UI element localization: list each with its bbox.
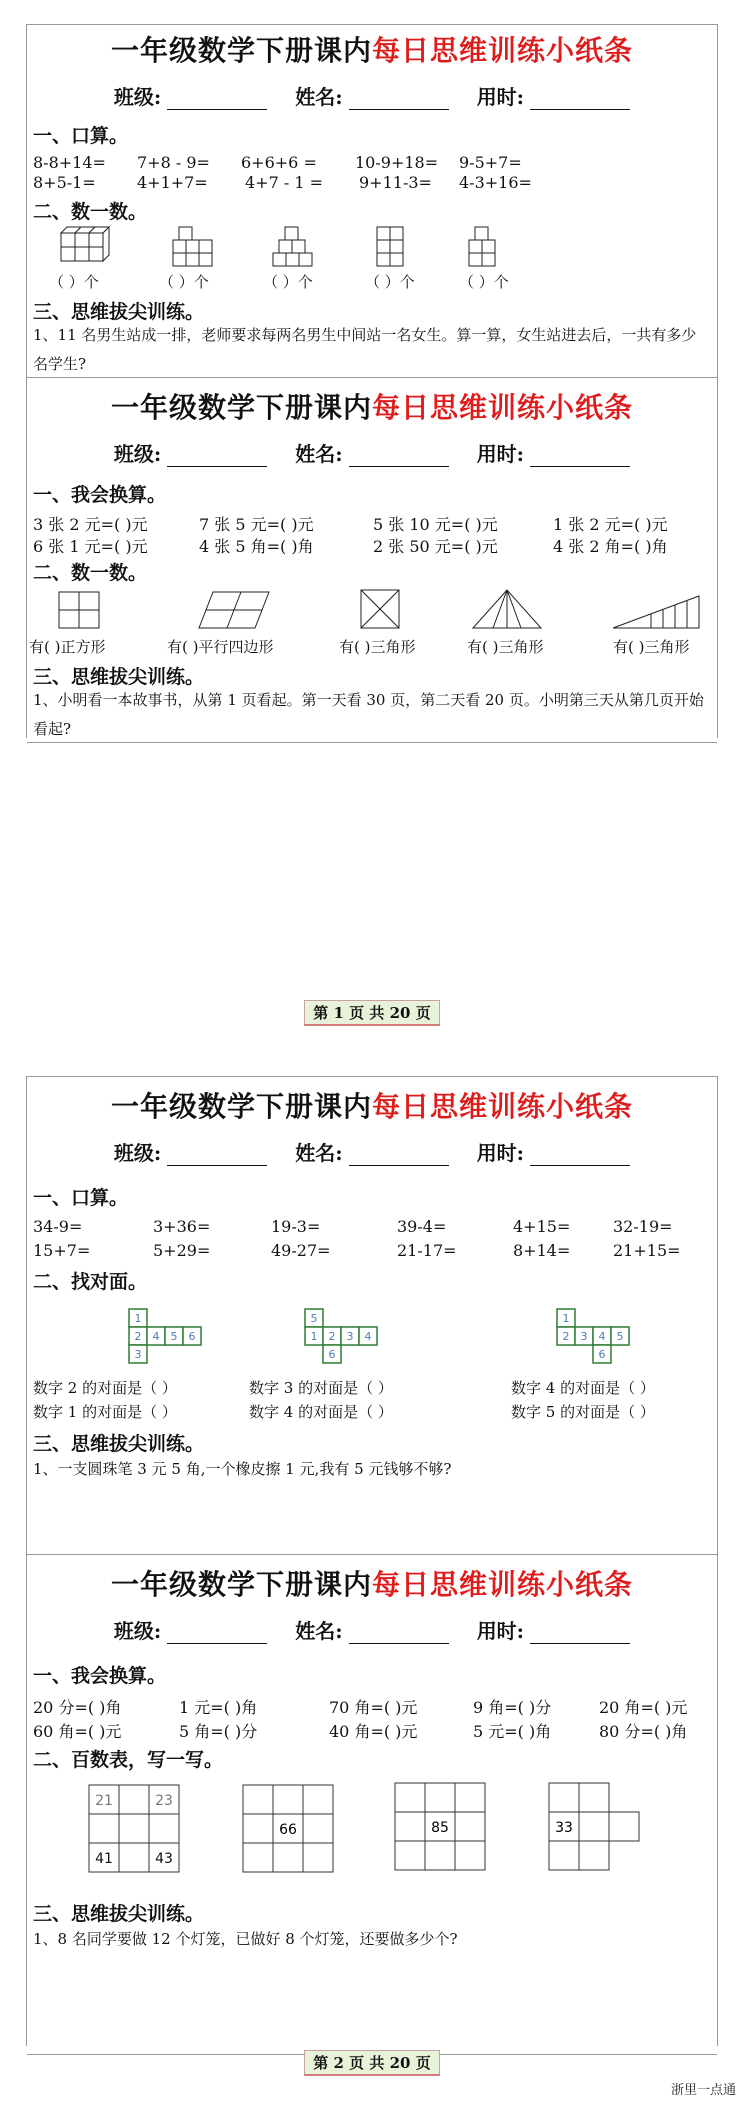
student-info (27, 1133, 717, 1169)
name-field[interactable]: 姓名: (295, 81, 448, 110)
section-heading: 二、找对面。 (33, 1271, 148, 1293)
name-field[interactable]: 姓名: (295, 1137, 448, 1166)
svg-text:85: 85 (431, 1820, 449, 1836)
section-heading: 三、思维拔尖训练。 (33, 1433, 205, 1455)
time-field[interactable]: 用时: (477, 1615, 630, 1644)
svg-text:2: 2 (134, 1330, 142, 1343)
svg-text:21: 21 (95, 1793, 113, 1809)
worksheet-card-3: 一年级数学下册课内每日思维训练小纸条 班级: 姓名: 用时: 一、口算。 34-9= 3+36= 19-3= 39-4= 4+15= 32-19= 15+7= 5+29= 49-27= 21-17= 8+14= 21+15= 二、找对面。 1 2 4 5 6 3 5 1 2 3 4 6 1 2 3 4 5 6 数字 2 的对面是（ ） 数字 3 的对面是（ ） 数字 4 的对面是（ ） 数字 1 的对面是（ ） 数字 4 的对面是（ ） 数字 5 的对面是（ ） 三、思维拔尖训练。 1、一支圆珠笔 3 元 5 角,一个橡皮擦 1 元,我有 5 元钱够不够? (27, 1081, 717, 1555)
svg-text:6: 6 (598, 1348, 606, 1361)
section-heading: 二、数一数。 (33, 201, 148, 223)
page-indicator: 第 1 页 共 20 页 (304, 1000, 440, 1026)
svg-text:1: 1 (310, 1330, 318, 1343)
watermark-text: 浙里一点通 (670, 2083, 736, 2098)
parallelogram-figure (197, 590, 273, 632)
hundred-chart-1 (85, 1781, 185, 1877)
section-heading: 三、思维拔尖训练。 (33, 666, 205, 688)
question-text: 1、11 名男生站成一排，老师要求每两名男生中间站一名女生。算一算，女生站进去后，一共有多少名学生? (33, 326, 697, 373)
worksheet-card-2: 一年级数学下册课内每日思维训练小纸条 班级: 姓名: 用时: 一、我会换算。 3 张 2 元=( )元 7 张 5 元=( )元 5 张 10 元=( )元 1 张 2 元=( )元 6 张 1 元=( )元 4 张 5 角=( )角 2 张 50 元=( )元 4 张 2 角=( )角 二、数一数。 有( )正方形 有( )平行四边形 有( )三角形 有( )三角形 有( )三角形 三、思维拔尖训练。 1、小明看一本故事书，从第 1 页看起。第一天看 30 页，第二天看 20 页。小明第三天从第几页开始看起? (27, 382, 717, 743)
student-info (27, 77, 717, 113)
svg-text:3: 3 (580, 1330, 588, 1343)
hundred-chart-4 (545, 1779, 655, 1875)
student-info (27, 1611, 717, 1647)
cube-stack-3 (269, 221, 319, 271)
triangle-fan-figure (611, 594, 703, 632)
question-text: 1、小明看一本故事书，从第 1 页看起。第一天看 30 页，第二天看 20 页。小明第三天从第几页开始看起? (33, 691, 704, 738)
student-info (27, 434, 717, 470)
cube-net-3 (555, 1307, 635, 1367)
class-field[interactable]: 班级: (114, 1615, 267, 1644)
svg-text:2: 2 (562, 1330, 570, 1343)
class-field[interactable]: 班级: (114, 438, 267, 467)
svg-text:3: 3 (134, 1348, 142, 1361)
svg-text:4: 4 (152, 1330, 160, 1343)
triangle-split-figure (471, 588, 543, 632)
card-title: 一年级数学下册课内每日思维训练小纸条 (110, 1568, 634, 1601)
cube-net-2 (303, 1307, 383, 1367)
section-heading: 一、我会换算。 (33, 1665, 167, 1687)
time-field[interactable]: 用时: (477, 81, 630, 110)
svg-text:1: 1 (134, 1312, 142, 1325)
square-grid-figure (57, 590, 103, 632)
section-heading: 一、我会换算。 (33, 484, 167, 506)
card-title: 一年级数学下册课内每日思维训练小纸条 (110, 391, 634, 424)
section-heading: 二、数一数。 (33, 562, 148, 584)
page-2 (26, 1076, 718, 2046)
svg-text:5: 5 (310, 1312, 318, 1325)
cube-stack-2 (169, 225, 215, 271)
svg-text:4: 4 (364, 1330, 372, 1343)
svg-text:43: 43 (155, 1851, 173, 1867)
name-field[interactable]: 姓名: (295, 1615, 448, 1644)
svg-text:6: 6 (328, 1348, 336, 1361)
page-indicator: 第 2 页 共 20 页 (304, 2050, 440, 2076)
worksheet-card-1: 一年级数学下册课内每日思维训练小纸条 班级: 姓名: 用时: 一、口算。 8-8+14= 7+8 - 9= 6+6+6 = 10-9+18= 9-5+7= 8+5-1= 4+1+7= 4+7 - 1 = 9+11-3= 4-3+16= 二、数一数。 （ ）个 （ ）个 （ ）个 （ ）个 （ ）个 三、思维拔尖训练。 1、11 名男生站成一排，老师要求每两名男生中间站一名女生。算一算，女生站进去后，一共有多少名学生? (27, 25, 717, 378)
worksheet-card-4: 一年级数学下册课内每日思维训练小纸条 班级: 姓名: 用时: 一、我会换算。 20 分=( )角 1 元=( )角 70 角=( )元 9 角=( )分 20 角=( )元 60 角=( )元 5 角=( )分 40 角=( )元 5 元=( )角 80 分=( )角 二、百数表，写一写。 21 23 41 43 66 85 33 三、思维拔尖训练。 1、8 名同学要做 12 个灯笼，已做好 8 个灯笼，还要做多少个? (27, 1559, 717, 2055)
svg-text:4: 4 (598, 1330, 606, 1343)
time-field[interactable]: 用时: (477, 1137, 630, 1166)
square-diagonals-figure (359, 588, 403, 632)
svg-text:23: 23 (155, 1793, 173, 1809)
cube-net-1 (127, 1307, 207, 1367)
question-text: 1、8 名同学要做 12 个灯笼，已做好 8 个灯笼，还要做多少个? (33, 1930, 458, 1948)
svg-text:33: 33 (555, 1820, 573, 1836)
time-field[interactable]: 用时: (477, 438, 630, 467)
svg-text:5: 5 (616, 1330, 624, 1343)
class-field[interactable]: 班级: (114, 81, 267, 110)
name-field[interactable]: 姓名: (295, 438, 448, 467)
svg-text:3: 3 (346, 1330, 354, 1343)
cube-stack-1 (57, 225, 117, 271)
section-heading: 三、思维拔尖训练。 (33, 301, 205, 323)
question-text: 1、一支圆珠笔 3 元 5 角,一个橡皮擦 1 元,我有 5 元钱够不够? (33, 1460, 452, 1478)
svg-text:66: 66 (279, 1822, 297, 1838)
class-field[interactable]: 班级: (114, 1137, 267, 1166)
hundred-chart-3 (391, 1779, 491, 1875)
card-title: 一年级数学下册课内每日思维训练小纸条 (110, 1090, 634, 1123)
page-1 (26, 24, 718, 738)
card-title: 一年级数学下册课内每日思维训练小纸条 (110, 34, 634, 67)
svg-text:2: 2 (328, 1330, 336, 1343)
section-heading: 三、思维拔尖训练。 (33, 1903, 205, 1925)
svg-text:1: 1 (562, 1312, 570, 1325)
svg-text:5: 5 (170, 1330, 178, 1343)
cube-stack-4 (373, 221, 417, 271)
svg-text:41: 41 (95, 1851, 113, 1867)
hundred-chart-2 (239, 1781, 339, 1877)
section-heading: 一、口算。 (33, 1187, 129, 1209)
svg-text:6: 6 (188, 1330, 196, 1343)
section-heading: 二、百数表，写一写。 (33, 1749, 224, 1771)
section-heading: 一、口算。 (33, 125, 129, 147)
cube-stack-5 (465, 221, 509, 271)
